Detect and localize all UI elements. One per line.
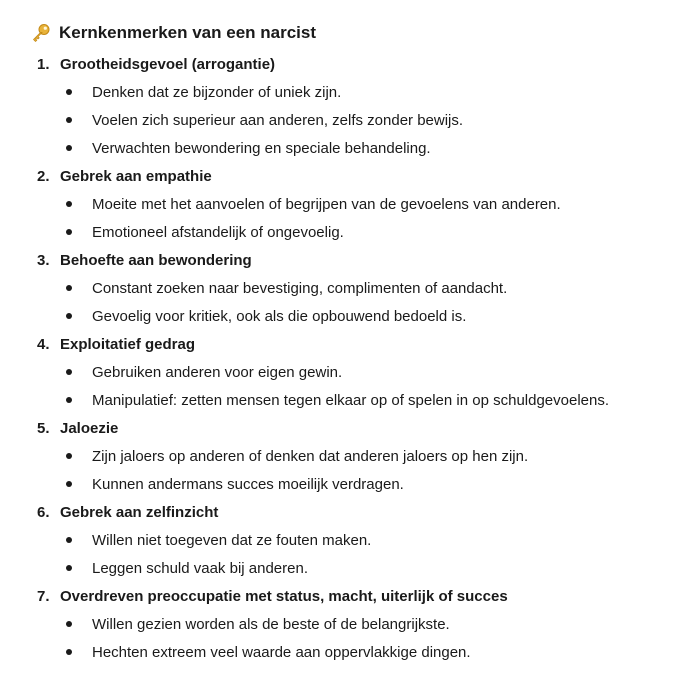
bullet-item	[66, 556, 308, 580]
section-heading	[31, 20, 316, 46]
bullet-dot-icon	[66, 313, 72, 319]
list-item-number: 7.	[37, 587, 50, 605]
bullet-item	[66, 304, 466, 328]
bullet-text: Leggen schuld vaak bij anderen.	[92, 559, 308, 577]
list-item-title	[37, 52, 275, 76]
bullet-dot-icon	[66, 481, 72, 487]
bullet-text: Zijn jaloers op anderen of denken dat anderen jaloers op hen zijn.	[92, 447, 529, 465]
list-item-title-text: Jaloezie	[60, 419, 119, 437]
bullet-item	[66, 108, 463, 132]
list-item-number: 3.	[37, 251, 50, 269]
list-item-title	[37, 500, 218, 524]
list-item-title-text: Behoefte aan bewondering	[60, 251, 252, 269]
list-item-number: 5.	[37, 419, 50, 437]
bullet-text: Manipulatief: zetten mensen tegen elkaar op of spelen in op schuldgevoelens.	[92, 391, 610, 409]
list-item-title	[37, 164, 212, 188]
bullet-dot-icon	[66, 453, 72, 459]
list-item-title-text: Overdreven preoccupatie met status, macht, uiterlijk of succes	[60, 587, 508, 605]
list-item-title	[37, 584, 508, 608]
bullet-text: Constant zoeken naar bevestiging, complimenten of aandacht.	[92, 279, 508, 297]
bullet-item	[66, 220, 344, 244]
list-item-title-text: Gebrek aan zelfinzicht	[60, 503, 219, 521]
bullet-text: Willen gezien worden als de beste of de belangrijkste.	[92, 615, 450, 633]
key-icon	[31, 23, 51, 43]
list-item-title-text: Exploitatief gedrag	[60, 335, 196, 353]
bullet-dot-icon	[66, 565, 72, 571]
list-item-title-text: Grootheidsgevoel (arrogantie)	[60, 55, 276, 73]
list-item-title	[37, 416, 118, 440]
bullet-text: Denken dat ze bijzonder of uniek zijn.	[92, 83, 342, 101]
bullet-item	[66, 276, 507, 300]
bullet-item	[66, 80, 341, 104]
bullet-dot-icon	[66, 201, 72, 207]
bullet-text: Moeite met het aanvoelen of begrijpen van de gevoelens van anderen.	[92, 195, 561, 213]
bullet-text: Hechten extreem veel waarde aan oppervlakkige dingen.	[92, 643, 471, 661]
bullet-item	[66, 444, 528, 468]
bullet-text: Kunnen andermans succes moeilijk verdragen.	[92, 475, 404, 493]
bullet-text: Emotioneel afstandelijk of ongevoelig.	[92, 223, 344, 241]
list-item-number: 6.	[37, 503, 50, 521]
bullet-text: Verwachten bewondering en speciale behandeling.	[92, 139, 431, 157]
bullet-dot-icon	[66, 621, 72, 627]
bullet-dot-icon	[66, 285, 72, 291]
section-heading-text: Kernkenmerken van een narcist	[59, 23, 317, 42]
list-item-title-text: Gebrek aan empathie	[60, 167, 212, 185]
bullet-item	[66, 640, 471, 664]
bullet-text: Voelen zich superieur aan anderen, zelfs zonder bewijs.	[92, 111, 464, 129]
bullet-text: Gebruiken anderen voor eigen gewin.	[92, 363, 343, 381]
bullet-dot-icon	[66, 145, 72, 151]
bullet-dot-icon	[66, 89, 72, 95]
bullet-item	[66, 472, 404, 496]
bullet-dot-icon	[66, 537, 72, 543]
bullet-dot-icon	[66, 397, 72, 403]
bullet-text: Gevoelig voor kritiek, ook als die opbouwend bedoeld is.	[92, 307, 467, 325]
list-item-number: 4.	[37, 335, 50, 353]
bullet-item	[66, 360, 342, 384]
list-item-number: 2.	[37, 167, 50, 185]
list-item-title	[37, 332, 195, 356]
list-item-title	[37, 248, 252, 272]
bullet-dot-icon	[66, 369, 72, 375]
bullet-dot-icon	[66, 117, 72, 123]
bullet-item	[66, 612, 450, 636]
bullet-item	[66, 192, 561, 216]
bullet-item	[66, 528, 371, 552]
list-item-number: 1.	[37, 55, 50, 73]
bullet-item	[66, 388, 609, 412]
bullet-dot-icon	[66, 229, 72, 235]
bullet-dot-icon	[66, 649, 72, 655]
bullet-text: Willen niet toegeven dat ze fouten maken.	[92, 531, 372, 549]
bullet-item	[66, 136, 431, 160]
